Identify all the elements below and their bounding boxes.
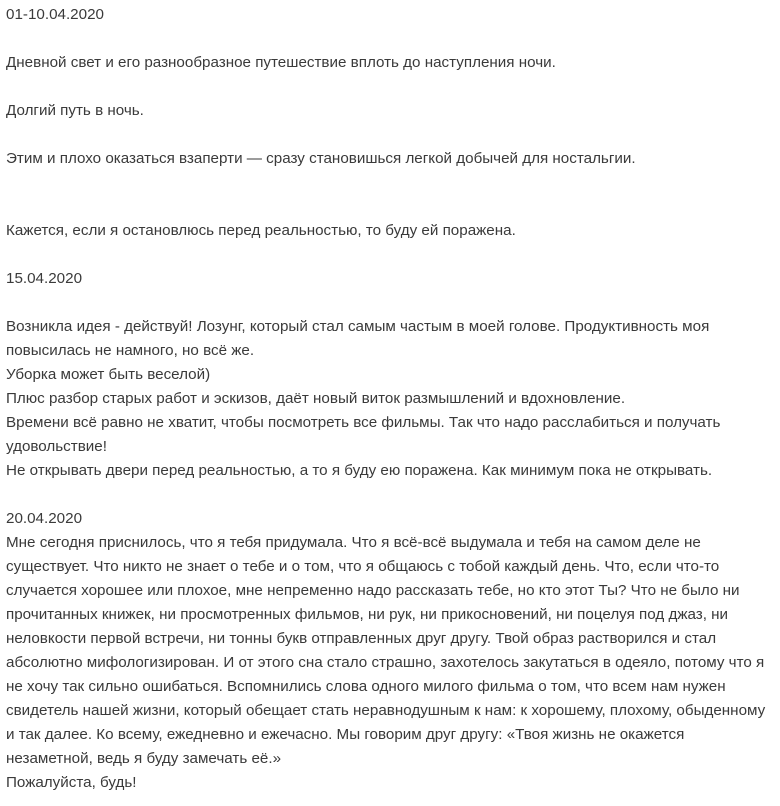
paragraph: Этим и плохо оказаться взаперти — сразу становишься легкой добычей для ностальгии. xyxy=(6,150,636,167)
paragraph: Времени всё равно не хватит, чтобы посмотреть все фильмы. Так что надо расслабиться и получать удовольствие! xyxy=(6,414,721,455)
entry-date: 20.04.2020 xyxy=(6,510,83,527)
entry-date: 15.04.2020 xyxy=(6,270,83,287)
paragraph: Уборка может быть веселой) xyxy=(6,366,211,383)
spacer xyxy=(6,243,774,267)
paragraph: Возникла идея - действуй! Лозунг, который стал самым частым в моей голове. Продуктивность моя повысилась не намного, но всё же. xyxy=(6,318,710,359)
paragraph: Дневной свет и его разнообразное путешествие вплоть до наступления ночи. xyxy=(6,54,556,71)
spacer xyxy=(6,27,774,51)
entry-date: 01-10.04.2020 xyxy=(6,6,104,23)
paragraph: Кажется, если я остановлюсь перед реальностью, то буду ей поражена. xyxy=(6,222,516,239)
spacer xyxy=(6,291,774,315)
paragraph: Пожалуйста, будь! xyxy=(6,774,137,791)
spacer xyxy=(6,171,774,219)
spacer xyxy=(6,483,774,507)
paragraph: Не открывать двери перед реальностью, а то я буду ею поражена. Как минимум пока не открывать. xyxy=(6,462,713,479)
paragraph: Мне сегодня приснилось, что я тебя придумала. Что я всё-всё выдумала и тебя на самом деле не существует. Что никто не знает о тебе и о том, что я общаюсь с тобой каждый день. Что, если что-то случается хорошее или плохое, мне непременно надо рассказать тебе, но кто этот Ты? Что не было ни прочитанных книжек, ни просмотренных фильмов, ни рук, ни прикосновений, ни поцелуя под джаз, ни неловкости первой встречи, ни тонны букв отправленных друг другу. Твой образ растворился и стал абсолютно мифологизирован. И от этого сна стало страшно, захотелось закутаться в одеяло, потому что я не хочу так сильно ошибаться. Вспомнились слова одного милого фильма о том, что всем нам нужен свидетель нашей жизни, который обещает стать неравнодушным к нам: к хорошему, плохому, обыденному и так далее. Ко всему, ежедневно и ежечасно. Мы говорим друг другу: «Твоя жизнь не окажется незаметной, ведь я буду замечать её.» xyxy=(6,534,766,767)
spacer xyxy=(6,123,774,147)
paragraph: Плюс разбор старых работ и эскизов, даёт новый виток размышлений и вдохновление. xyxy=(6,390,626,407)
spacer xyxy=(6,75,774,99)
paragraph: Долгий путь в ночь. xyxy=(6,102,144,119)
